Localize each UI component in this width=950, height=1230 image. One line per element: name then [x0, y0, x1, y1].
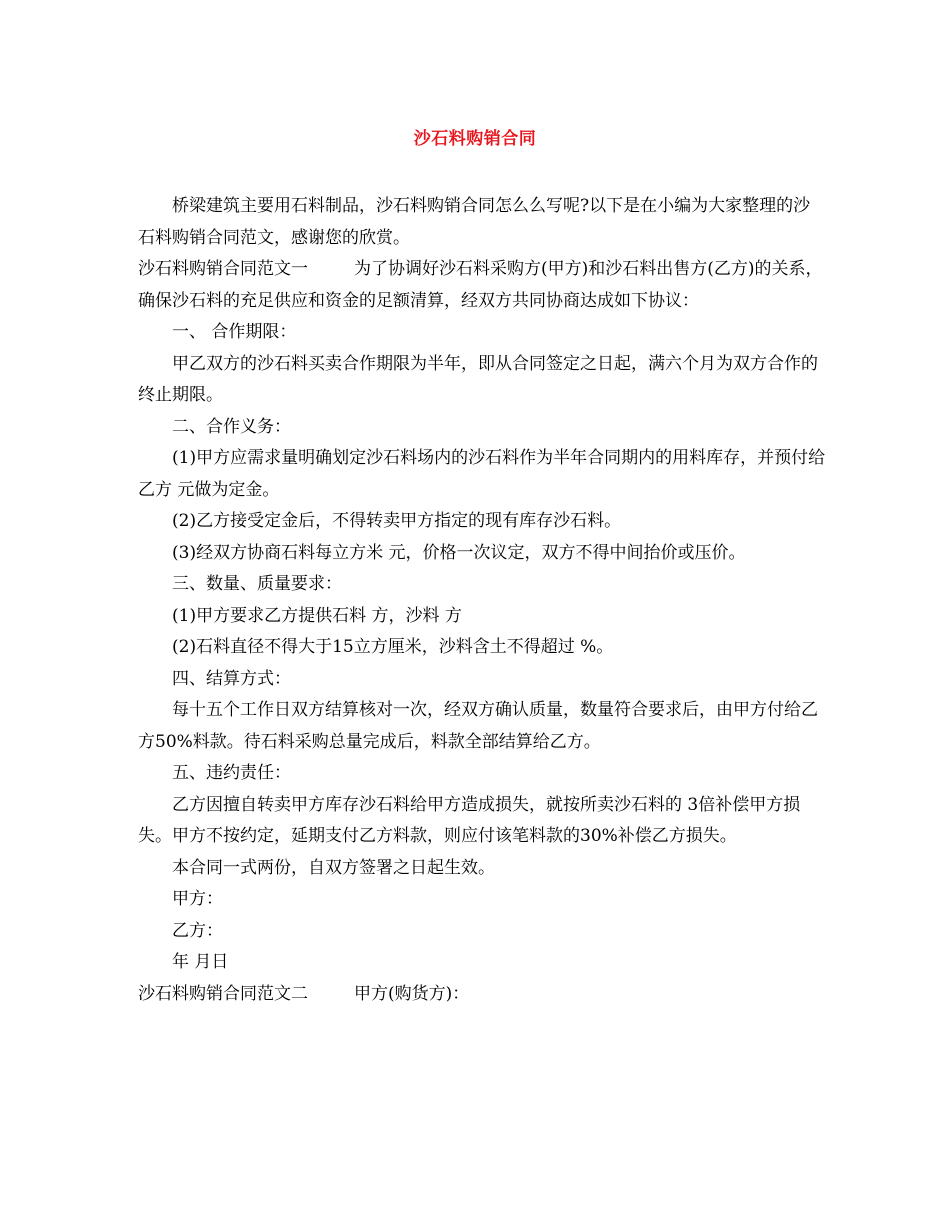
section-one-lead: 为了协调好沙石料采购方(甲方)和沙石料出售方(乙方)的关系，确保沙石料的充足供应和资金的足额清算，经双方共同协商达成如下协议： [138, 259, 823, 311]
section-one-paragraph [138, 254, 826, 317]
clause-heading-3: 三、数量、质量要求： [172, 574, 342, 594]
document-title: 沙石料购销合同 [413, 129, 537, 149]
section-two-heading: 沙石料购销合同范文二 [138, 983, 308, 1004]
section-two-lead: 甲方(购货方)： [354, 983, 470, 1004]
clause-text-5: 乙方因擅自转卖甲方库存沙石料给甲方造成损失，就按所卖沙石料的 3倍补偿甲方损失。甲方不按约定，延期支付乙方料款，则应付该笔料款的30%补偿乙方损失。 [138, 794, 801, 846]
signature-date: 年 月日 [172, 952, 229, 972]
intro-paragraph: 桥梁建筑主要用石料制品，沙石料购销合同怎么么写呢?以下是在小编为大家整理的沙石料购销合同范文，感谢您的欣赏。 [138, 196, 811, 248]
section-one-heading: 沙石料购销合同范文一 [138, 259, 308, 279]
clause-text-1: 甲乙双方的沙石料买卖合作期限为半年，即从合同签定之日起，满六个月为双方合作的终止期限。 [138, 353, 818, 405]
clause-text-4: 每十五个工作日双方结算核对一次，经双方确认质量，数量符合要求后，由甲方付给乙方50%料款。待石料采购总量完成后，料款全部结算给乙方。 [138, 700, 818, 752]
clause-heading-4: 四、结算方式： [172, 668, 291, 689]
clause-heading-1: 一、 合作期限： [172, 322, 297, 342]
signature-party-b: 乙方： [172, 920, 223, 941]
clause-heading-5: 五、违约责任： [172, 763, 291, 783]
effective-clause: 本合同一式两份，自双方签署之日起生效。 [172, 857, 495, 878]
section-two-paragraph [138, 979, 826, 1011]
clause-heading-2: 二、合作义务： [172, 416, 291, 437]
signature-party-a: 甲方： [172, 889, 223, 909]
clause-text-3a: (1)甲方要求乙方提供石料 方，沙料 方 [172, 605, 462, 626]
clause-text-3b: (2)石料直径不得大于15立方厘米，沙料含土不得超过 %。 [172, 637, 614, 657]
clause-text-2a: (1)甲方应需求量明确划定沙石料场内的沙石料作为半年合同期内的用料库存，并预付给乙方 元做为定金。 [138, 448, 826, 500]
document-body [138, 191, 826, 1010]
clause-text-2b: (2)乙方接受定金后，不得转卖甲方指定的现有库存沙石料。 [172, 511, 622, 531]
clause-text-2c: (3)经双方协商石料每立方米 元，价格一次议定，双方不得中间抬价或压价。 [172, 542, 746, 563]
